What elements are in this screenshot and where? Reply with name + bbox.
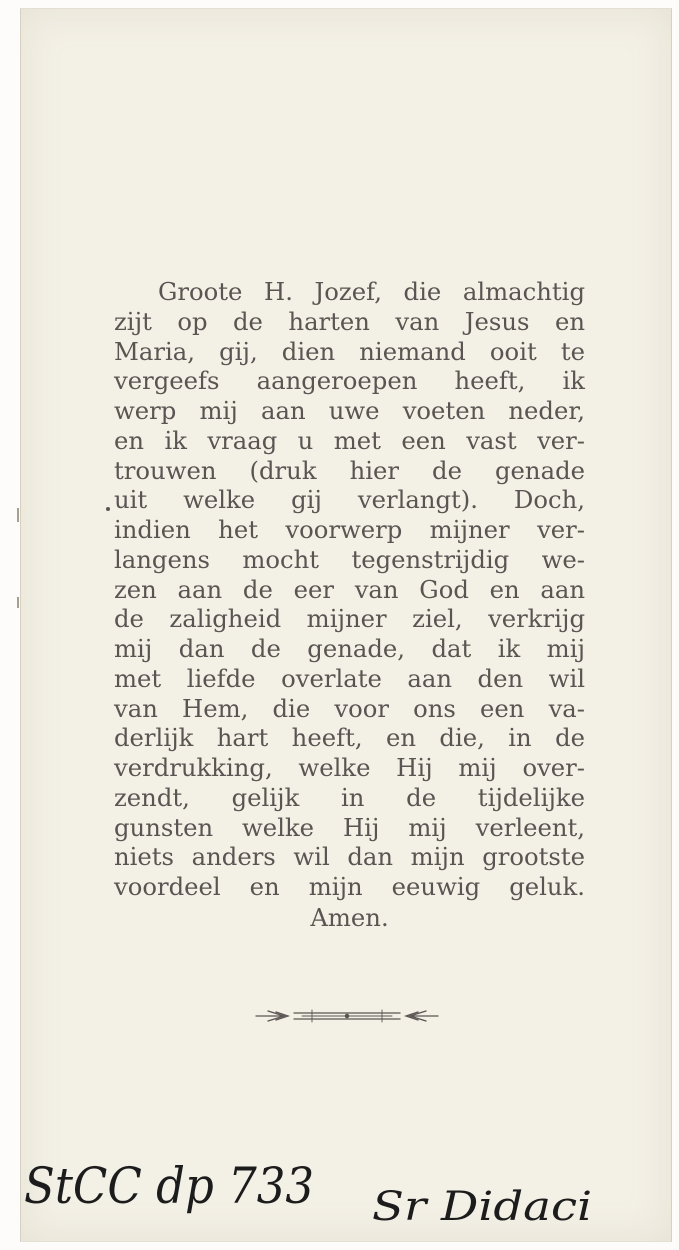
- prayer-line: trouwen (druk hier de genade: [114, 455, 585, 485]
- prayer-line: met liefde overlate aan den wil: [114, 663, 585, 693]
- prayer-line: werp mij aan uwe voeten neder,: [114, 396, 585, 425]
- prayer-line: indien het voorwerp mijner ver-: [114, 515, 585, 544]
- prayer-amen: Amen.: [310, 902, 389, 932]
- prayer-line: de zaligheid mijner ziel, verkrijg: [114, 604, 585, 634]
- signature-text: Sr Didaci: [372, 1184, 592, 1230]
- prayer-line: zijt op de harten van Jesus en: [114, 306, 585, 336]
- prayer-line: zen aan de eer van God en aan: [114, 574, 585, 604]
- prayer-line: zendt, gelijk in de tijdelijke: [114, 782, 585, 812]
- prayer-text: [114, 277, 585, 933]
- prayer-line: verdrukking, welke Hij mij over-: [114, 753, 585, 782]
- prayer-line: Groote H. Jozef, die almachtig: [158, 277, 585, 306]
- prayer-line: voordeel en mijn eeuwig geluk.: [114, 872, 585, 901]
- prayer-line: langens mocht tegenstrijdig we-: [114, 544, 585, 574]
- prayer-line: gunsten welke Hij mij verleent,: [114, 812, 585, 842]
- double-arrow-rule-ornament-icon: [254, 1005, 440, 1027]
- prayer-line: uit welke gij verlangt). Doch,: [114, 485, 585, 515]
- prayer-line: Maria, gij, dien niemand ooit te: [114, 336, 585, 366]
- handwritten-signature: [368, 1170, 608, 1240]
- prayer-line: van Hem, die voor ons een va-: [114, 693, 585, 723]
- handwritten-catalog-number: [22, 1145, 322, 1235]
- prayer-line: niets anders wil dan mijn grootste: [114, 842, 585, 872]
- prayer-line: mij dan de genade, dat ik mij: [114, 634, 585, 663]
- prayer-line: vergeefs aangeroepen heeft, ik: [114, 366, 585, 396]
- catalog-number-text: StCC dp 733: [24, 1157, 314, 1215]
- prayer-line: derlijk hart heeft, en die, in de: [114, 723, 585, 753]
- prayer-line: en ik vraag u met een vast ver-: [114, 425, 585, 455]
